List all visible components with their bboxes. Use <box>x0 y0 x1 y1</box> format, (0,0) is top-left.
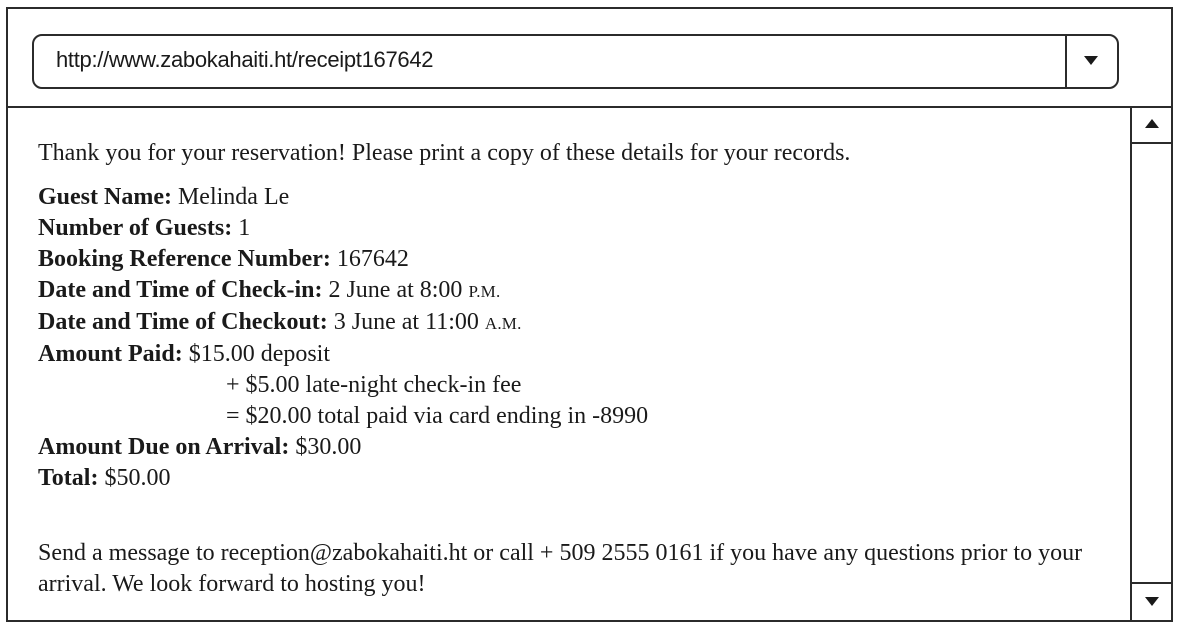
booking-ref-label: Booking Reference Number: <box>38 246 331 272</box>
receipt-details <box>38 182 648 494</box>
intro-text: Thank you for your reservation! Please print a copy of these details for your records. <box>38 140 851 166</box>
contact-text: Send a message to reception@zabokahaiti.ht or call + 509 2555 0161 if you have any questions prior to your arrival. We look forward to hosting you! <box>38 540 1083 597</box>
amount-paid-line2: + $5.00 late-night check-in fee <box>226 372 522 398</box>
checkout-row <box>38 307 648 339</box>
checkin-value: 2 June at 8:00 <box>328 277 463 303</box>
checkout-period: A.M. <box>484 314 522 333</box>
total-value: $50.00 <box>104 465 171 491</box>
booking-ref-value: 167642 <box>336 246 409 272</box>
total-row <box>38 463 648 494</box>
booking-ref-row <box>38 244 648 275</box>
scroll-down-button[interactable] <box>1132 582 1171 620</box>
address-bar[interactable] <box>32 34 1119 89</box>
amount-due-label: Amount Due on Arrival: <box>38 434 290 460</box>
page-content <box>8 106 1130 620</box>
guest-name-row <box>38 182 648 213</box>
vertical-scrollbar[interactable] <box>1130 106 1171 620</box>
guests-value: 1 <box>238 215 251 241</box>
scroll-up-button[interactable] <box>1132 106 1171 144</box>
checkin-row <box>38 275 648 307</box>
guest-name-label: Guest Name: <box>38 184 172 210</box>
amount-due-row <box>38 432 648 463</box>
guest-name-value: Melinda Le <box>177 184 290 210</box>
amount-paid-label: Amount Paid: <box>38 341 183 367</box>
amount-due-value: $30.00 <box>295 434 362 460</box>
total-label: Total: <box>38 465 99 491</box>
checkin-label: Date and Time of Check-in: <box>38 277 323 303</box>
browser-window <box>6 7 1173 622</box>
amount-paid-line1: $15.00 deposit <box>188 341 331 367</box>
amount-paid-line3: = $20.00 total paid via card ending in -8990 <box>226 403 649 429</box>
url-text[interactable]: http://www.zabokahaiti.ht/receipt167642 <box>56 47 434 72</box>
address-bar-area <box>8 9 1171 108</box>
guests-label: Number of Guests: <box>38 215 233 241</box>
checkin-period: P.M. <box>468 282 501 301</box>
guests-row <box>38 213 648 244</box>
checkout-label: Date and Time of Checkout: <box>38 309 328 335</box>
amount-paid-row <box>38 339 648 370</box>
arrow-up-icon <box>1145 119 1159 128</box>
url-dropdown-button[interactable] <box>1065 36 1117 87</box>
checkout-value: 3 June at 11:00 <box>333 309 479 335</box>
chevron-down-icon <box>1084 56 1098 65</box>
arrow-down-icon <box>1145 597 1159 606</box>
